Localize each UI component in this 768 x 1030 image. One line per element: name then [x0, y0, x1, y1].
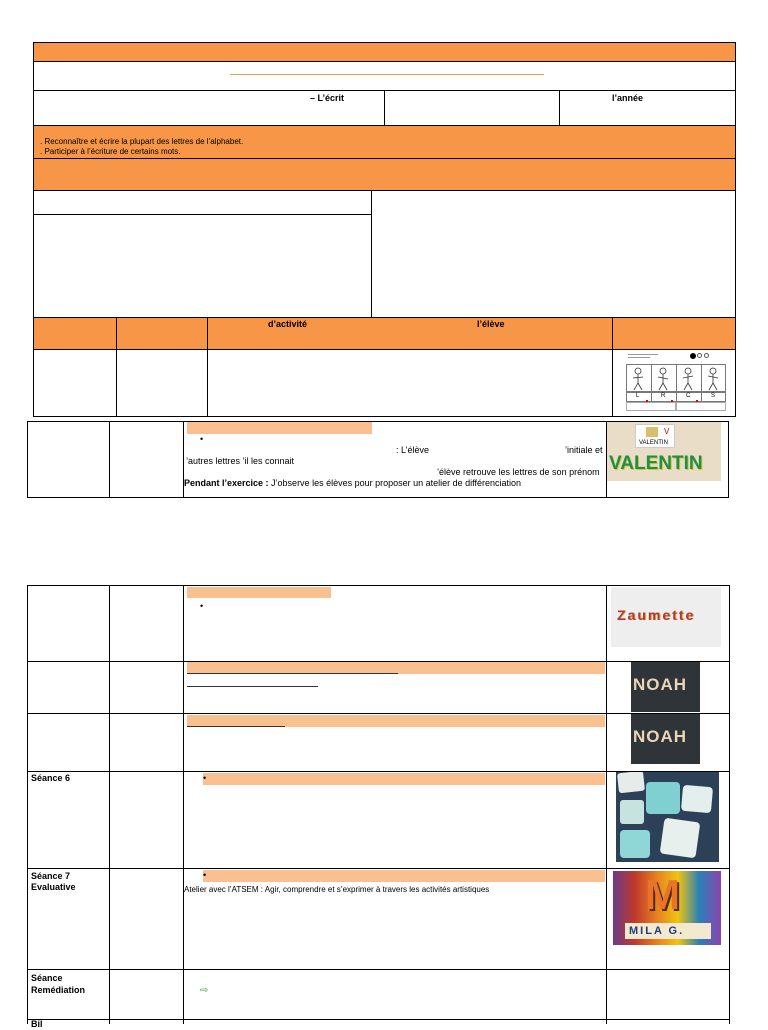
noah-cutout-letters-1: NOAH	[633, 675, 688, 694]
worksheet-thumbnail	[616, 350, 732, 414]
session-6-label: Séance 6	[31, 773, 71, 783]
row-line	[27, 1019, 730, 1020]
bilan-label: Bil	[31, 1019, 43, 1029]
milag-artwork-photo	[613, 871, 721, 945]
name-tag-letter: V	[664, 427, 670, 436]
info-divider-2	[559, 90, 560, 126]
session-7-title-highlight	[203, 870, 605, 882]
session-4-underline-2	[187, 686, 318, 687]
th-divider-3	[612, 317, 613, 350]
row-line	[27, 713, 730, 714]
session-2-bullet: •	[200, 434, 204, 444]
session-2-text-4	[184, 478, 521, 489]
header-title-bar	[33, 42, 736, 62]
page2-right-border	[729, 585, 730, 1024]
worksheet-letter: C	[686, 393, 691, 399]
domain-label: – L’écrit	[310, 93, 345, 103]
session-6-title-highlight	[203, 773, 605, 785]
col-activity-header: d’activité	[268, 319, 308, 329]
name-card	[620, 830, 650, 858]
table-header-row	[33, 317, 736, 350]
objective-1: . Reconnaître et écrire la plupart des lettres de l’alphabet.	[40, 137, 244, 146]
milag-letters: MILA G.	[629, 925, 685, 937]
session-2-text-1: : L’élève	[396, 445, 430, 455]
session-7-label: Séance 7	[31, 871, 71, 881]
worksheet-dot-filled	[690, 353, 696, 359]
session-2-title-highlight	[187, 422, 372, 434]
worksheet-dot-empty	[697, 353, 702, 358]
collage-cutout-word: Zaumette	[617, 607, 696, 623]
noah-photo-1	[631, 662, 700, 712]
s1-divider-3	[612, 349, 613, 417]
name-card	[660, 818, 701, 859]
content-block	[33, 190, 736, 318]
s1-divider-1	[116, 349, 117, 417]
worksheet-answer-boxes	[626, 402, 676, 411]
arrow-right-icon: ⇨	[200, 985, 209, 996]
name-tag-card	[635, 424, 675, 448]
noah-photo-2	[631, 714, 700, 764]
valentin-cutout-letters: VALENTIN	[609, 453, 703, 474]
session-2-text-3: ’élève retrouve les lettres de son prénom	[437, 467, 600, 477]
s2-divider-1	[109, 421, 110, 498]
session-4-underline	[187, 673, 398, 674]
year-label: l’année	[612, 93, 644, 103]
name-card	[620, 800, 644, 824]
worksheet-dot-empty	[704, 353, 709, 358]
objective-2: . Participer à l’écriture de certains mots.	[40, 147, 181, 156]
session-2-text-4-bold: Pendant l’exercice :	[184, 478, 269, 488]
info-divider-1	[384, 90, 385, 126]
th-divider-2	[207, 317, 208, 350]
session-2-text-1b: ’initiale et	[565, 445, 603, 455]
page2-left-border	[27, 585, 28, 1024]
content-left-subrow	[33, 214, 372, 215]
s1-divider-2	[207, 349, 208, 417]
name-card	[617, 772, 645, 793]
remediation-label: Séance	[31, 973, 63, 983]
th-divider-1	[116, 317, 117, 350]
name-tag-picture	[646, 427, 658, 437]
session-6-bullet: •	[203, 773, 207, 783]
session-2-text-2: ’autres lettres ’il les connait	[186, 456, 295, 466]
session-5-underline	[187, 726, 285, 727]
name-card	[646, 782, 680, 814]
row-line	[27, 969, 730, 970]
valentin-photo	[607, 422, 721, 481]
worksheet-letter: R	[661, 393, 666, 399]
session-3-bullet: •	[200, 601, 204, 611]
remediation-sublabel: Remédiation	[31, 985, 86, 995]
child-figures-illustration	[626, 364, 726, 392]
session-7-text: Atelier avec l’ATSEM : Agir, comprendre et s’exprimer à travers les activités artistiques	[184, 885, 490, 894]
name-card	[681, 785, 713, 814]
worksheet-answer-boxes	[676, 402, 726, 411]
content-block-divider	[371, 190, 372, 318]
page2-table-top	[27, 585, 730, 586]
worksheet-header-line	[628, 354, 658, 355]
worksheet-header-line	[628, 357, 650, 358]
name-tag-text: VALENTIN	[639, 440, 668, 446]
row-line	[27, 868, 730, 869]
session-7-sublabel: Evaluative	[31, 882, 76, 892]
name-cards-photo	[616, 772, 719, 862]
collage-photo	[611, 587, 721, 647]
milag-big-letter: M	[645, 871, 680, 918]
session-7-bullet: •	[203, 870, 207, 880]
subtitle-underline	[230, 74, 544, 75]
col-student-header: l’élève	[477, 319, 505, 329]
worksheet-letter: L	[636, 393, 640, 399]
noah-cutout-letters-2: NOAH	[633, 727, 688, 746]
worksheet-letter: S	[711, 393, 716, 399]
page2-col-divider-3	[606, 585, 607, 1024]
page2-col-divider-2	[183, 585, 184, 1024]
header-subtitle-row	[33, 61, 736, 91]
session-3-title-highlight	[187, 587, 331, 598]
session-2-text-4-rest: J’observe les élèves pour proposer un atelier de différenciation	[268, 478, 522, 488]
section-bar	[33, 158, 736, 191]
page2-col-divider-1	[109, 585, 110, 1024]
